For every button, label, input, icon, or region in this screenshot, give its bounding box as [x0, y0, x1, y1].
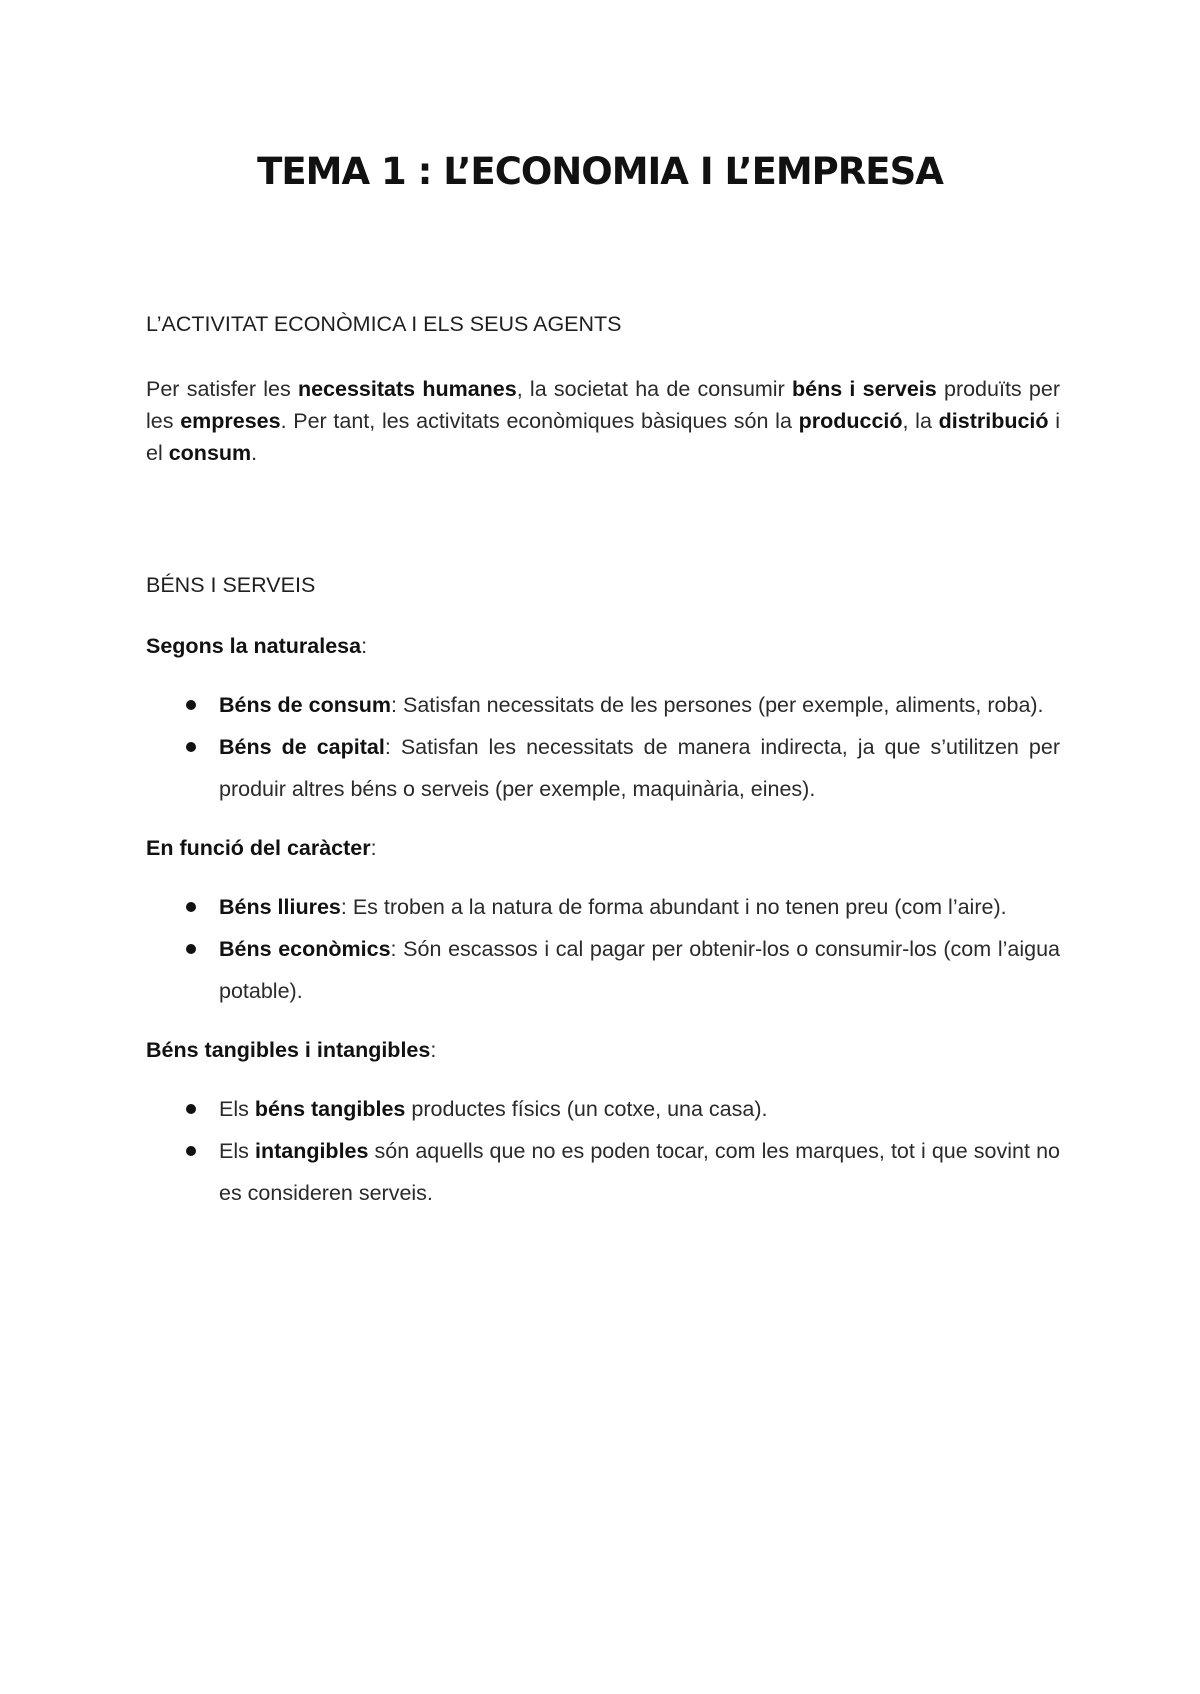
page-title: TEMA 1 : L’ECONOMIA I L’EMPRESA	[257, 150, 943, 193]
list-item: Els intangibles són aquells que no es poden tocar, com les marques, tot i que sovint no es consideren serveis.	[146, 1130, 1060, 1214]
intro-paragraph: Per satisfer les necessitats humanes, la societat ha de consumir béns i serveis produïts per les empreses. Per tant, les activitats econòmiques bàsiques són la producció, la distribució i el consum.	[146, 377, 1061, 465]
list-item: Béns econòmics: Són escassos i cal pagar per obtenir-los o consumir-los (com l’aigua potable).	[146, 928, 1060, 1012]
subheading-tangibles: Béns tangibles i intangibles:	[146, 1038, 437, 1062]
subheading-caracter: En funció del caràcter:	[146, 836, 377, 860]
list-item: Els béns tangibles productes físics (un cotxe, una casa).	[146, 1088, 1060, 1130]
bullet-list-naturalesa	[146, 684, 1060, 810]
bullet-list-caracter	[146, 886, 1060, 1012]
bullet-list-tangibles	[146, 1088, 1060, 1214]
list-item: Béns de capital: Satisfan les necessitats de manera indirecta, ja que s’utilitzen per produir altres béns o serveis (per exemple, maquinària, eines).	[146, 726, 1060, 810]
list-item: Béns de consum: Satisfan necessitats de les persones (per exemple, aliments, roba).	[146, 684, 1060, 726]
section-heading-bens: BÉNS I SERVEIS	[146, 573, 316, 597]
subheading-naturalesa: Segons la naturalesa:	[146, 634, 368, 658]
section-heading-activitat: L’ACTIVITAT ECONÒMICA I ELS SEUS AGENTS	[146, 312, 622, 336]
list-item: Béns lliures: Es troben a la natura de forma abundant i no tenen preu (com l’aire).	[146, 886, 1060, 928]
document-body	[146, 308, 1060, 1214]
